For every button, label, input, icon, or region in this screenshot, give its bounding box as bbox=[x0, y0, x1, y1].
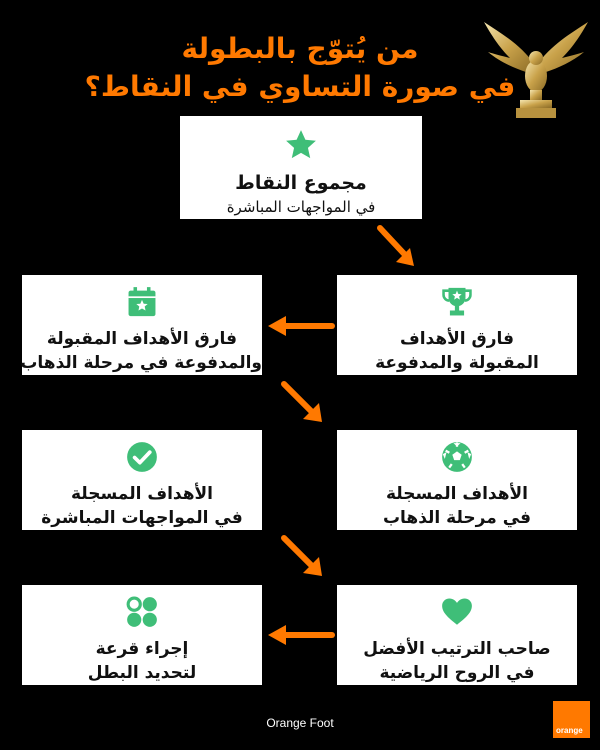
box-line-1: الأهداف المسجلة bbox=[71, 484, 213, 504]
arrow-left-1 bbox=[266, 311, 336, 341]
trophy-cup-icon bbox=[440, 285, 474, 319]
box-line-2: في المواجهات المباشرة bbox=[41, 508, 243, 528]
arrow-left-2 bbox=[266, 620, 336, 650]
title-line-2: في صورة التساوي في النقاط؟ bbox=[84, 70, 516, 103]
calendar-star-icon bbox=[125, 285, 159, 319]
box-line-2: لتحديد البطل bbox=[87, 663, 197, 683]
four-circles-icon bbox=[125, 595, 159, 629]
check-circle-icon bbox=[125, 440, 159, 474]
box-line-1: صاحب الترتيب الأفضل bbox=[363, 639, 551, 659]
orange-logo bbox=[553, 701, 590, 738]
box-fair-play-ranking bbox=[337, 585, 577, 685]
heart-icon bbox=[440, 595, 474, 629]
orange-logo-text: orange bbox=[556, 726, 583, 735]
box-goal-difference bbox=[337, 275, 577, 375]
box-line-1: فارق الأهداف المقبولة bbox=[46, 329, 238, 349]
box-line-1: إجراء قرعة bbox=[95, 639, 189, 659]
box-head-to-head-points bbox=[180, 116, 422, 219]
eagle-trophy-icon bbox=[480, 14, 592, 124]
box-head-to-head-goals bbox=[22, 430, 262, 530]
box-main-text: مجموع النقاط bbox=[235, 172, 367, 194]
box-line-2: المقبولة والمدفوعة bbox=[375, 353, 539, 373]
footer-credit: Orange Foot bbox=[266, 716, 334, 730]
arrow-diagonal-1 bbox=[374, 222, 422, 272]
title-line-1: من يُتوّج بالبطولة bbox=[181, 32, 419, 65]
box-first-leg-goal-difference bbox=[22, 275, 262, 375]
box-line-2: والمدفوعة في مرحلة الذهاب bbox=[20, 353, 262, 373]
box-line-2: في الروح الرياضية bbox=[379, 663, 535, 683]
box-draw-lots bbox=[22, 585, 262, 685]
box-line-1: فارق الأهداف bbox=[399, 329, 515, 349]
box-line-2: في مرحلة الذهاب bbox=[382, 508, 532, 528]
box-sub-text: في المواجهات المباشرة bbox=[226, 198, 376, 216]
arrow-diagonal-3 bbox=[278, 532, 328, 582]
soccer-ball-icon bbox=[440, 440, 474, 474]
arrow-diagonal-2 bbox=[278, 378, 328, 428]
box-first-leg-goals bbox=[337, 430, 577, 530]
star-icon bbox=[284, 128, 318, 162]
box-line-1: الأهداف المسجلة bbox=[386, 484, 528, 504]
